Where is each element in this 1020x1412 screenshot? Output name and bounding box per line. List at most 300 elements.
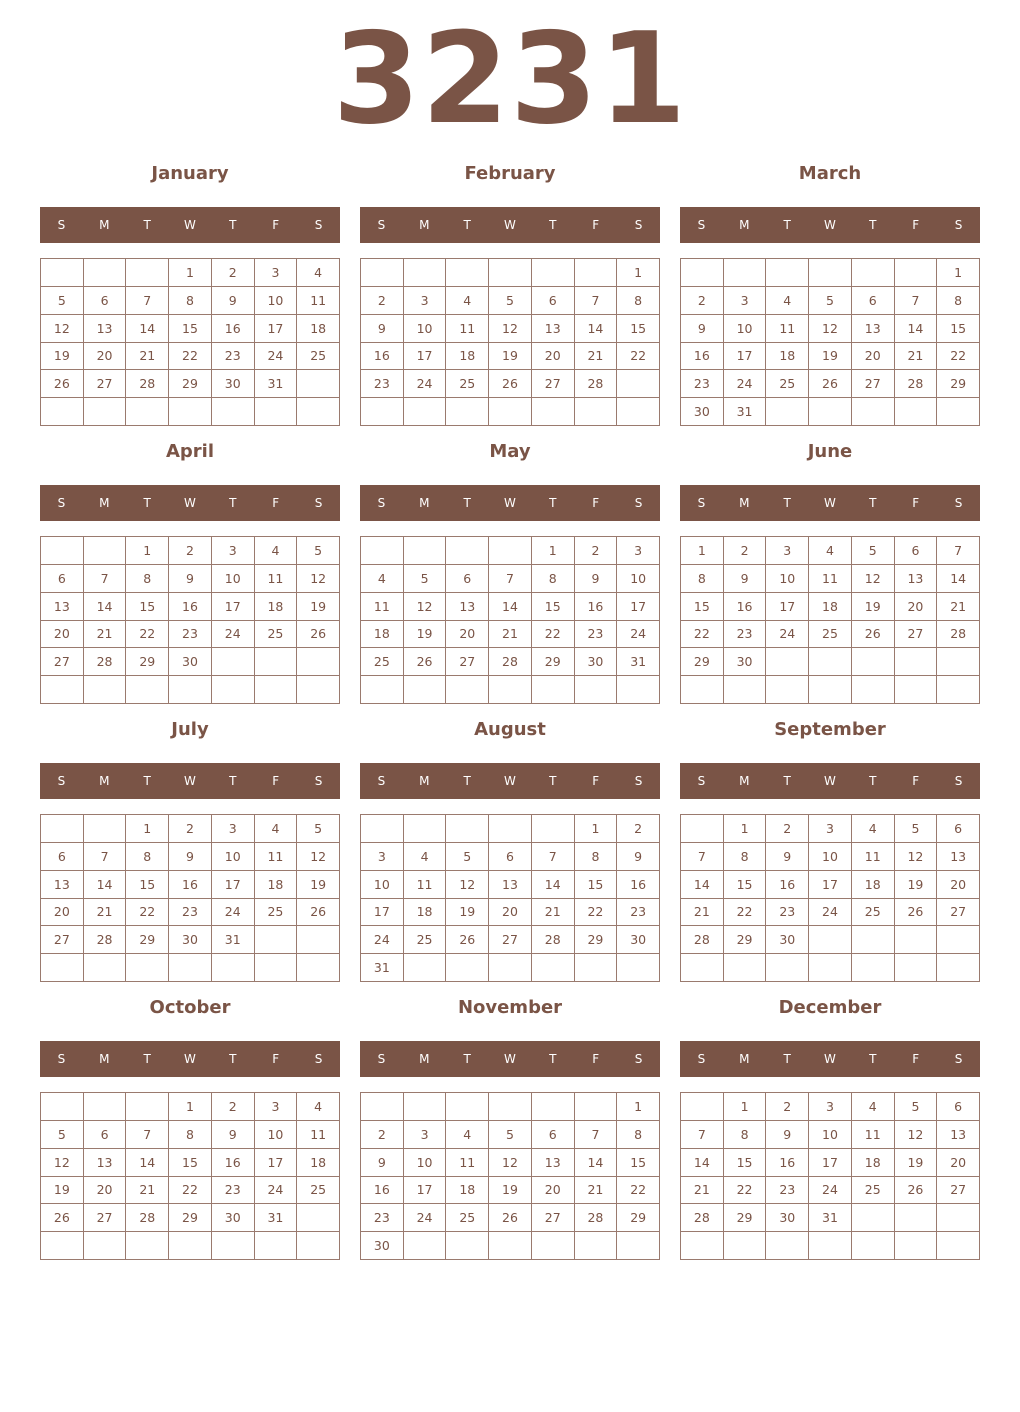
day-cell: 28 bbox=[84, 926, 127, 954]
weekday-label: S bbox=[314, 1052, 323, 1066]
weekday-label: S bbox=[634, 496, 643, 510]
weekday-header bbox=[680, 207, 980, 243]
empty-day-cell bbox=[532, 259, 575, 287]
day-cell: 21 bbox=[489, 621, 532, 649]
empty-day-cell bbox=[297, 926, 340, 954]
month-name: June bbox=[807, 441, 853, 462]
day-cell: 11 bbox=[446, 315, 489, 343]
weekday-label: T bbox=[143, 774, 151, 788]
day-cell: 15 bbox=[169, 1149, 212, 1177]
day-cell: 8 bbox=[937, 287, 980, 315]
day-cell: 23 bbox=[766, 899, 809, 927]
empty-day-cell bbox=[169, 1232, 212, 1260]
day-cell: 28 bbox=[126, 1204, 169, 1232]
months-grid bbox=[40, 160, 980, 1272]
empty-day-cell bbox=[126, 1093, 169, 1121]
day-cell: 31 bbox=[617, 648, 660, 676]
day-cell: 29 bbox=[937, 370, 980, 398]
day-cell: 9 bbox=[724, 565, 767, 593]
weekday-label: W bbox=[824, 218, 836, 232]
day-cell: 25 bbox=[446, 1204, 489, 1232]
weekday-label: F bbox=[592, 218, 600, 232]
day-cell: 15 bbox=[575, 871, 618, 899]
weekday-label: T bbox=[783, 218, 791, 232]
day-cell: 26 bbox=[895, 899, 938, 927]
weekday-label: S bbox=[954, 496, 963, 510]
weekday-header bbox=[680, 1041, 980, 1077]
empty-day-cell bbox=[575, 1093, 618, 1121]
day-cell: 16 bbox=[724, 593, 767, 621]
weekday-label: M bbox=[99, 496, 110, 510]
empty-day-cell bbox=[724, 676, 767, 704]
day-cell: 9 bbox=[169, 565, 212, 593]
day-cell: 31 bbox=[255, 370, 298, 398]
day-cell: 19 bbox=[895, 871, 938, 899]
weekday-label: T bbox=[463, 218, 471, 232]
empty-day-cell bbox=[404, 815, 447, 843]
day-cell: 16 bbox=[361, 343, 404, 371]
weekday-label: T bbox=[783, 496, 791, 510]
weekday-label: M bbox=[99, 218, 110, 232]
day-cell: 13 bbox=[84, 1149, 127, 1177]
day-cell: 5 bbox=[446, 843, 489, 871]
day-cell: 6 bbox=[84, 1121, 127, 1149]
weekday-label: T bbox=[143, 496, 151, 510]
weekday-label: W bbox=[824, 1052, 836, 1066]
empty-day-cell bbox=[937, 676, 980, 704]
day-cell: 18 bbox=[255, 871, 298, 899]
day-cell: 16 bbox=[169, 871, 212, 899]
day-cell: 21 bbox=[84, 621, 127, 649]
empty-day-cell bbox=[809, 1232, 852, 1260]
day-cell: 19 bbox=[297, 871, 340, 899]
empty-day-cell bbox=[212, 648, 255, 676]
weekday-label: S bbox=[314, 218, 323, 232]
weekday-label: F bbox=[912, 218, 920, 232]
empty-day-cell bbox=[937, 398, 980, 426]
day-cell: 28 bbox=[937, 621, 980, 649]
empty-day-cell bbox=[809, 398, 852, 426]
empty-day-cell bbox=[297, 370, 340, 398]
day-cell: 25 bbox=[852, 899, 895, 927]
empty-day-cell bbox=[766, 398, 809, 426]
day-cell: 31 bbox=[212, 926, 255, 954]
day-cell: 22 bbox=[681, 621, 724, 649]
day-cell: 3 bbox=[617, 537, 660, 565]
weekday-header bbox=[680, 485, 980, 521]
day-cell: 12 bbox=[895, 843, 938, 871]
weekday-label: W bbox=[824, 774, 836, 788]
weekday-header bbox=[360, 1041, 660, 1077]
weekday-label: T bbox=[229, 1052, 237, 1066]
day-cell: 16 bbox=[575, 593, 618, 621]
month-february bbox=[360, 160, 660, 438]
day-cell: 30 bbox=[212, 370, 255, 398]
day-cell: 20 bbox=[41, 621, 84, 649]
day-cell: 30 bbox=[766, 1204, 809, 1232]
month-may bbox=[360, 438, 660, 716]
month-july bbox=[40, 716, 340, 994]
empty-day-cell bbox=[84, 537, 127, 565]
day-cell: 15 bbox=[681, 593, 724, 621]
day-cell: 5 bbox=[297, 815, 340, 843]
day-cell: 3 bbox=[404, 287, 447, 315]
day-cell: 5 bbox=[297, 537, 340, 565]
empty-day-cell bbox=[617, 676, 660, 704]
empty-day-cell bbox=[126, 259, 169, 287]
weekday-label: S bbox=[314, 774, 323, 788]
day-cell: 15 bbox=[532, 593, 575, 621]
weekday-label: W bbox=[504, 496, 516, 510]
empty-day-cell bbox=[404, 537, 447, 565]
day-cell: 7 bbox=[681, 843, 724, 871]
weekday-label: T bbox=[229, 774, 237, 788]
day-cell: 19 bbox=[297, 593, 340, 621]
empty-day-cell bbox=[575, 676, 618, 704]
empty-day-cell bbox=[895, 1232, 938, 1260]
day-cell: 20 bbox=[937, 1149, 980, 1177]
day-cell: 25 bbox=[404, 926, 447, 954]
day-cell: 24 bbox=[255, 1177, 298, 1205]
day-cell: 21 bbox=[126, 1177, 169, 1205]
day-cell: 1 bbox=[126, 537, 169, 565]
weekday-label: M bbox=[739, 1052, 750, 1066]
day-cell: 28 bbox=[575, 370, 618, 398]
day-cell: 8 bbox=[681, 565, 724, 593]
day-cell: 25 bbox=[255, 899, 298, 927]
day-cell: 1 bbox=[126, 815, 169, 843]
day-cell: 28 bbox=[489, 648, 532, 676]
month-name: May bbox=[489, 441, 531, 462]
empty-day-cell bbox=[895, 398, 938, 426]
weekday-label: S bbox=[57, 774, 66, 788]
day-cell: 26 bbox=[297, 899, 340, 927]
empty-day-cell bbox=[895, 259, 938, 287]
day-cell: 4 bbox=[404, 843, 447, 871]
day-cell: 14 bbox=[489, 593, 532, 621]
day-cell: 7 bbox=[681, 1121, 724, 1149]
day-cell: 14 bbox=[937, 565, 980, 593]
weekday-label: M bbox=[739, 496, 750, 510]
day-grid bbox=[680, 1092, 980, 1260]
empty-day-cell bbox=[852, 1204, 895, 1232]
empty-day-cell bbox=[895, 676, 938, 704]
day-cell: 1 bbox=[169, 259, 212, 287]
day-cell: 15 bbox=[169, 315, 212, 343]
day-cell: 26 bbox=[895, 1177, 938, 1205]
month-january bbox=[40, 160, 340, 438]
day-cell: 28 bbox=[532, 926, 575, 954]
empty-day-cell bbox=[297, 954, 340, 982]
day-cell: 23 bbox=[212, 1177, 255, 1205]
day-cell: 22 bbox=[126, 621, 169, 649]
day-cell: 23 bbox=[617, 899, 660, 927]
day-cell: 25 bbox=[361, 648, 404, 676]
day-cell: 20 bbox=[532, 1177, 575, 1205]
day-cell: 5 bbox=[489, 1121, 532, 1149]
empty-day-cell bbox=[446, 1093, 489, 1121]
day-cell: 27 bbox=[852, 370, 895, 398]
day-cell: 13 bbox=[446, 593, 489, 621]
day-cell: 2 bbox=[617, 815, 660, 843]
day-cell: 6 bbox=[895, 537, 938, 565]
day-cell: 24 bbox=[766, 621, 809, 649]
weekday-header bbox=[360, 763, 660, 799]
day-cell: 1 bbox=[937, 259, 980, 287]
day-cell: 18 bbox=[297, 315, 340, 343]
day-cell: 24 bbox=[212, 899, 255, 927]
empty-day-cell bbox=[809, 648, 852, 676]
day-cell: 12 bbox=[489, 1149, 532, 1177]
empty-day-cell bbox=[41, 676, 84, 704]
weekday-header bbox=[40, 763, 340, 799]
day-cell: 2 bbox=[212, 1093, 255, 1121]
empty-day-cell bbox=[126, 398, 169, 426]
month-name: March bbox=[798, 163, 862, 184]
day-cell: 10 bbox=[404, 315, 447, 343]
empty-day-cell bbox=[255, 954, 298, 982]
day-grid bbox=[40, 814, 340, 982]
day-cell: 28 bbox=[575, 1204, 618, 1232]
day-cell: 25 bbox=[297, 343, 340, 371]
day-cell: 7 bbox=[937, 537, 980, 565]
weekday-label: T bbox=[783, 1052, 791, 1066]
empty-day-cell bbox=[297, 1232, 340, 1260]
day-cell: 16 bbox=[169, 593, 212, 621]
day-cell: 29 bbox=[169, 1204, 212, 1232]
weekday-label: W bbox=[184, 1052, 196, 1066]
empty-day-cell bbox=[41, 954, 84, 982]
day-cell: 2 bbox=[169, 815, 212, 843]
weekday-label: W bbox=[184, 774, 196, 788]
day-cell: 4 bbox=[446, 287, 489, 315]
day-cell: 18 bbox=[446, 343, 489, 371]
day-cell: 27 bbox=[895, 621, 938, 649]
day-cell: 21 bbox=[532, 899, 575, 927]
weekday-label: F bbox=[272, 774, 280, 788]
day-grid bbox=[40, 536, 340, 704]
empty-day-cell bbox=[532, 676, 575, 704]
empty-day-cell bbox=[681, 676, 724, 704]
weekday-header bbox=[40, 485, 340, 521]
day-cell: 27 bbox=[532, 1204, 575, 1232]
weekday-label: S bbox=[377, 218, 386, 232]
empty-day-cell bbox=[255, 926, 298, 954]
day-grid bbox=[360, 814, 660, 982]
day-cell: 8 bbox=[169, 1121, 212, 1149]
empty-day-cell bbox=[404, 1093, 447, 1121]
empty-day-cell bbox=[724, 1232, 767, 1260]
day-cell: 13 bbox=[532, 1149, 575, 1177]
day-cell: 25 bbox=[852, 1177, 895, 1205]
weekday-label: T bbox=[869, 218, 877, 232]
weekday-label: F bbox=[912, 496, 920, 510]
empty-day-cell bbox=[489, 815, 532, 843]
day-cell: 7 bbox=[895, 287, 938, 315]
empty-day-cell bbox=[404, 398, 447, 426]
day-cell: 4 bbox=[297, 1093, 340, 1121]
day-cell: 11 bbox=[255, 565, 298, 593]
month-december bbox=[680, 994, 980, 1272]
day-cell: 8 bbox=[575, 843, 618, 871]
day-cell: 16 bbox=[766, 871, 809, 899]
day-cell: 27 bbox=[41, 926, 84, 954]
weekday-label: F bbox=[272, 1052, 280, 1066]
day-cell: 9 bbox=[361, 315, 404, 343]
day-cell: 10 bbox=[617, 565, 660, 593]
empty-day-cell bbox=[446, 676, 489, 704]
day-cell: 22 bbox=[617, 343, 660, 371]
day-cell: 30 bbox=[169, 648, 212, 676]
day-cell: 26 bbox=[297, 621, 340, 649]
day-cell: 2 bbox=[169, 537, 212, 565]
day-cell: 1 bbox=[532, 537, 575, 565]
empty-day-cell bbox=[681, 259, 724, 287]
day-cell: 8 bbox=[169, 287, 212, 315]
day-cell: 24 bbox=[255, 343, 298, 371]
weekday-label: M bbox=[99, 774, 110, 788]
weekday-label: F bbox=[592, 496, 600, 510]
empty-day-cell bbox=[532, 1232, 575, 1260]
day-cell: 20 bbox=[84, 343, 127, 371]
day-cell: 5 bbox=[895, 1093, 938, 1121]
day-cell: 21 bbox=[84, 899, 127, 927]
empty-day-cell bbox=[532, 398, 575, 426]
day-cell: 12 bbox=[895, 1121, 938, 1149]
day-cell: 17 bbox=[212, 593, 255, 621]
day-cell: 19 bbox=[852, 593, 895, 621]
day-cell: 15 bbox=[126, 871, 169, 899]
weekday-label: T bbox=[549, 496, 557, 510]
day-cell: 16 bbox=[766, 1149, 809, 1177]
month-name: April bbox=[165, 441, 215, 462]
day-cell: 11 bbox=[852, 1121, 895, 1149]
empty-day-cell bbox=[361, 676, 404, 704]
day-cell: 15 bbox=[617, 1149, 660, 1177]
day-cell: 26 bbox=[852, 621, 895, 649]
weekday-label: M bbox=[419, 218, 430, 232]
day-grid bbox=[40, 258, 340, 426]
day-cell: 23 bbox=[575, 621, 618, 649]
weekday-label: T bbox=[549, 218, 557, 232]
day-cell: 19 bbox=[489, 1177, 532, 1205]
day-cell: 19 bbox=[446, 899, 489, 927]
day-cell: 26 bbox=[809, 370, 852, 398]
empty-day-cell bbox=[126, 676, 169, 704]
empty-day-cell bbox=[169, 398, 212, 426]
empty-day-cell bbox=[361, 1093, 404, 1121]
day-cell: 12 bbox=[489, 315, 532, 343]
day-grid bbox=[680, 536, 980, 704]
day-cell: 28 bbox=[895, 370, 938, 398]
day-cell: 2 bbox=[212, 259, 255, 287]
empty-day-cell bbox=[404, 954, 447, 982]
weekday-label: S bbox=[314, 496, 323, 510]
empty-day-cell bbox=[895, 954, 938, 982]
day-cell: 17 bbox=[361, 899, 404, 927]
day-cell: 28 bbox=[681, 926, 724, 954]
day-cell: 23 bbox=[724, 621, 767, 649]
day-cell: 14 bbox=[532, 871, 575, 899]
weekday-label: F bbox=[272, 218, 280, 232]
day-cell: 17 bbox=[766, 593, 809, 621]
empty-day-cell bbox=[84, 954, 127, 982]
day-cell: 22 bbox=[575, 899, 618, 927]
day-cell: 3 bbox=[404, 1121, 447, 1149]
day-cell: 8 bbox=[532, 565, 575, 593]
empty-day-cell bbox=[84, 398, 127, 426]
month-name: August bbox=[474, 719, 546, 740]
empty-day-cell bbox=[255, 676, 298, 704]
day-cell: 2 bbox=[766, 815, 809, 843]
empty-day-cell bbox=[41, 1093, 84, 1121]
day-cell: 2 bbox=[575, 537, 618, 565]
day-cell: 3 bbox=[809, 815, 852, 843]
day-cell: 20 bbox=[532, 343, 575, 371]
day-cell: 18 bbox=[809, 593, 852, 621]
day-cell: 15 bbox=[724, 1149, 767, 1177]
empty-day-cell bbox=[404, 676, 447, 704]
empty-day-cell bbox=[446, 1232, 489, 1260]
day-cell: 12 bbox=[41, 1149, 84, 1177]
empty-day-cell bbox=[617, 398, 660, 426]
day-cell: 21 bbox=[575, 1177, 618, 1205]
day-cell: 11 bbox=[446, 1149, 489, 1177]
weekday-label: W bbox=[504, 218, 516, 232]
empty-day-cell bbox=[489, 954, 532, 982]
day-cell: 4 bbox=[766, 287, 809, 315]
day-cell: 10 bbox=[766, 565, 809, 593]
day-cell: 25 bbox=[766, 370, 809, 398]
day-cell: 1 bbox=[617, 1093, 660, 1121]
day-cell: 22 bbox=[126, 899, 169, 927]
day-cell: 16 bbox=[212, 1149, 255, 1177]
empty-day-cell bbox=[532, 1093, 575, 1121]
day-cell: 27 bbox=[446, 648, 489, 676]
day-cell: 1 bbox=[681, 537, 724, 565]
empty-day-cell bbox=[532, 815, 575, 843]
day-cell: 14 bbox=[84, 593, 127, 621]
empty-day-cell bbox=[212, 398, 255, 426]
day-cell: 18 bbox=[766, 343, 809, 371]
empty-day-cell bbox=[681, 1232, 724, 1260]
empty-day-cell bbox=[446, 259, 489, 287]
weekday-label: T bbox=[463, 496, 471, 510]
day-cell: 15 bbox=[937, 315, 980, 343]
month-name: January bbox=[151, 163, 229, 184]
day-cell: 5 bbox=[489, 287, 532, 315]
day-cell: 3 bbox=[255, 259, 298, 287]
day-cell: 22 bbox=[169, 1177, 212, 1205]
day-cell: 31 bbox=[809, 1204, 852, 1232]
day-cell: 20 bbox=[446, 621, 489, 649]
empty-day-cell bbox=[766, 259, 809, 287]
empty-day-cell bbox=[724, 954, 767, 982]
day-cell: 21 bbox=[575, 343, 618, 371]
day-cell: 3 bbox=[724, 287, 767, 315]
day-cell: 29 bbox=[724, 926, 767, 954]
day-cell: 23 bbox=[169, 899, 212, 927]
day-cell: 10 bbox=[809, 843, 852, 871]
day-cell: 5 bbox=[41, 287, 84, 315]
weekday-label: S bbox=[697, 496, 706, 510]
day-cell: 30 bbox=[361, 1232, 404, 1260]
empty-day-cell bbox=[937, 1204, 980, 1232]
day-cell: 26 bbox=[41, 1204, 84, 1232]
day-grid bbox=[680, 814, 980, 982]
day-cell: 24 bbox=[724, 370, 767, 398]
weekday-label: W bbox=[184, 218, 196, 232]
